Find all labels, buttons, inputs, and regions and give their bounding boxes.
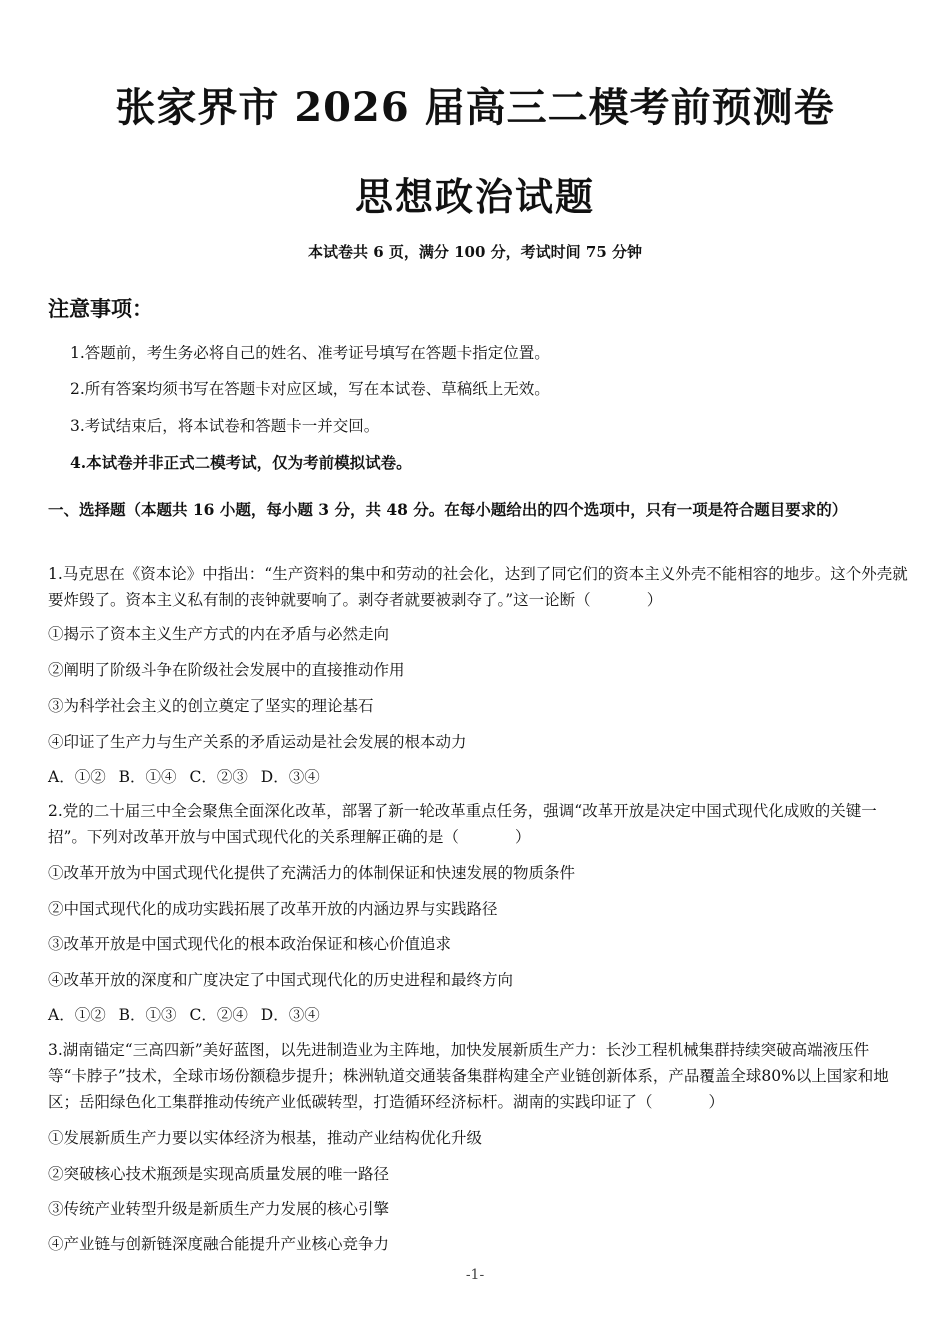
answer-b: B．①③ — [118, 1006, 177, 1024]
question-3-option-2: ②突破核心技术瓶颈是实现高质量发展的唯一路径 — [48, 1165, 390, 1183]
answer-a: A．①② — [48, 1006, 106, 1024]
notice-item-3: 3.考试结束后，将本试卷和答题卡一并交回。 — [70, 417, 380, 435]
page-number: -1- — [465, 1267, 485, 1283]
question-1-option-1: ①揭示了资本主义生产方式的内在矛盾与必然走向 — [48, 625, 390, 643]
question-2-option-4: ④改革开放的深度和广度决定了中国式现代化的历史进程和最终方向 — [48, 971, 514, 989]
question-3-option-1: ①发展新质生产力要以实体经济为根基，推动产业结构优化升级 — [48, 1129, 483, 1147]
question-3-stem: 3.湖南锚定“三高四新”美好蓝图，以先进制造业为主阵地，加快发展新质生产力：长沙工程机械集群持续突破高端液压件等“卡脖子”技术，全球市场份额稳步提升；株洲轨道交通装备集群构建全产业链创新体系，产品覆盖全球80%以上国家和地区；岳阳绿色化工集群推动传统产业低碳转型，打造循环经济标杆。湖南的实践印证了（ ） — [48, 1041, 889, 1111]
notice-item-4: 4.本试卷并非正式二模考试，仅为考前模拟试卷。 — [70, 453, 412, 472]
section-heading: 一、选择题（本题共 16 小题，每小题 3 分，共 48 分。在每小题给出的四个选项中，只有一项是符合题目要求的） — [48, 500, 848, 519]
question-3-option-4: ④产业链与创新链深度融合能提升产业核心竞争力 — [48, 1235, 390, 1253]
question-1-answers — [48, 765, 328, 787]
notice-heading: 注意事项： — [48, 296, 153, 321]
answer-c: C．②④ — [189, 1006, 248, 1024]
question-2-option-1: ①改革开放为中国式现代化提供了充满活力的体制保证和快速发展的物质条件 — [48, 864, 576, 882]
question-1-option-3: ③为科学社会主义的创立奠定了坚实的理论基石 — [48, 697, 374, 715]
answer-d: D．③④ — [260, 768, 320, 786]
exam-info: 本试卷共 6 页，满分 100 分，考试时间 75 分钟 — [308, 243, 642, 261]
question-2-stem: 2.党的二十届三中全会聚焦全面深化改革，部署了新一轮改革重点任务，强调“改革开放是决定中国式现代化成败的关键一招”。下列对改革开放与中国式现代化的关系理解正确的是（ ） — [48, 802, 877, 846]
question-2-answers — [48, 1003, 328, 1025]
answer-b: B．①④ — [118, 768, 177, 786]
answer-a: A．①② — [48, 768, 106, 786]
exam-title: 张家界市 2026 届高三二模考前预测卷 — [115, 84, 835, 131]
question-1-option-2: ②阐明了阶级斗争在阶级社会发展中的直接推动作用 — [48, 661, 405, 679]
exam-subtitle: 思想政治试题 — [354, 174, 595, 219]
question-3-option-3: ③传统产业转型升级是新质生产力发展的核心引擎 — [48, 1200, 390, 1218]
question-2-option-3: ③改革开放是中国式现代化的根本政治保证和核心价值追求 — [48, 935, 452, 953]
question-2-option-2: ②中国式现代化的成功实践拓展了改革开放的内涵边界与实践路径 — [48, 900, 498, 918]
notice-item-2: 2.所有答案均须书写在答题卡对应区域，写在本试卷、草稿纸上无效。 — [70, 380, 550, 398]
answer-c: C．②③ — [189, 768, 248, 786]
notice-item-1: 1.答题前，考生务必将自己的姓名、准考证号填写在答题卡指定位置。 — [70, 344, 550, 362]
answer-d: D．③④ — [260, 1006, 320, 1024]
question-1-option-4: ④印证了生产力与生产关系的矛盾运动是社会发展的根本动力 — [48, 733, 467, 751]
question-1-stem: 1.马克思在《资本论》中指出：“生产资料的集中和劳动的社会化，达到了同它们的资本主义外壳不能相容的地步。这个外壳就要炸毁了。资本主义私有制的丧钟就要响了。剥夺者就要被剥夺了。”这一论断（ ） — [48, 565, 908, 609]
